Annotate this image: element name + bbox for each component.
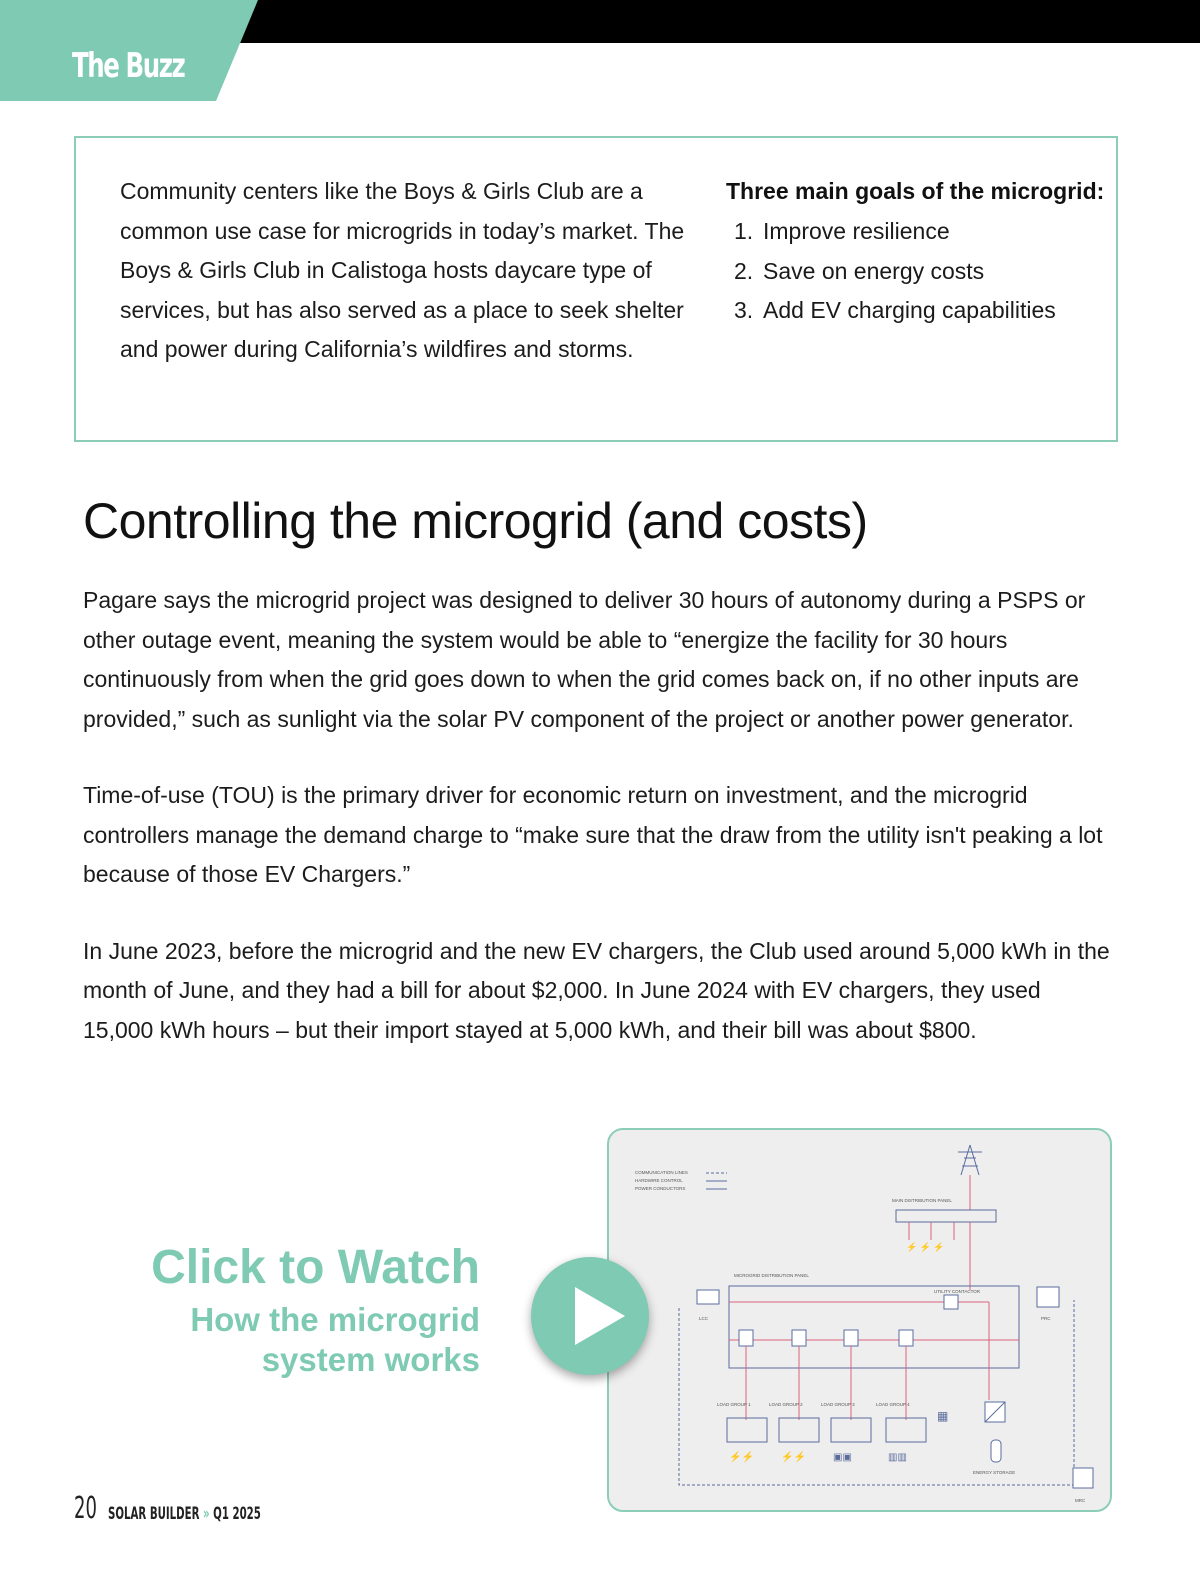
mrc-label: MRC [1075,1498,1086,1503]
energy-storage-label: ENERGY STORAGE [973,1470,1016,1475]
sidebar-paragraph: Community centers like the Boys & Girls Club are a common use case for microgrids in today’s market. The Boys & Girls Club in Calistoga hosts daycare type of services, but has also served as a place to seek shelter and power during California’s wildfires and storms. [120,178,685,362]
hvac-icon: ▣▣ [833,1452,852,1463]
prc-label: PRC [1041,1316,1051,1321]
legend-label: HARDWIRE CONTROL [635,1178,683,1183]
ev-charger-icon: ⚡⚡ [729,1452,754,1463]
utility-tower-icon [958,1145,982,1175]
video-promo-subtitle[interactable]: How the microgrid system works [190,1301,480,1378]
load-group-label: LOAD GROUP 3 [821,1402,855,1407]
sidebar-box [74,136,1118,442]
main-panel-label: MAIN DISTRIBUTION PANEL [892,1198,952,1203]
article-paragraph: Pagare says the microgrid project was designed to deliver 30 hours of autonomy during a PSPS or other outage event, meaning the system would be able to “energize the facility for 30 hours continuously from when the grid goes down to when the grid comes back on, if no other inputs are provided,” such as sunlight via the solar PV component of the project or another power generator. [83,587,1086,732]
utility-contactor-label: UTILITY CONTACTOR [934,1289,981,1294]
goals-title: Three main goals of the microgrid: [726,178,1105,204]
page-number: 20 [74,1491,97,1526]
ev-charger-icon: ⚡⚡ [781,1452,806,1463]
solar-panel-icon: ▦ [937,1409,949,1423]
video-thumbnail[interactable] [607,1128,1112,1512]
goal-item: 2. Save on energy costs [734,257,985,284]
section-tab-label: The Buzz [72,46,185,86]
legend-label: COMMUNICATION LINES [635,1170,688,1175]
goal-item: 1. Improve resilience [734,218,950,244]
article-paragraph: In June 2023, before the microgrid and the new EV chargers, the Club used around 5,000 kWh in the month of June, and they had a bill for about $2,000. In June 2024 with EV chargers, they used 15,000 kWh hours – but their import stayed at 5,000 kWh, and their bill was about $800. [83,937,1110,1043]
legend-label: POWER CONDUCTORS [635,1186,686,1191]
video-promo-title[interactable]: Click to Watch [151,1241,480,1294]
microgrid-diagram [609,1130,1112,1512]
plug-icon: ⚡ ⚡ ⚡ [906,1242,945,1252]
goals-panel [726,176,1106,331]
article-body [83,581,1113,1087]
article-paragraph: Time-of-use (TOU) is the primary driver for economic return on investment, and the microgrid controllers manage the demand charge to “make sure that the draw from the utility isn't peaking a lot because of those EV Chargers.” [83,782,1103,887]
footer [74,1491,363,1526]
load-group-label: LOAD GROUP 2 [769,1402,803,1407]
play-icon[interactable] [531,1257,649,1375]
microgrid-panel-label: MICROGRID DISTRIBUTION PANEL [734,1273,809,1278]
goal-item: 3. Add EV charging capabilities [734,297,1056,323]
load-group-label: LOAD GROUP 4 [876,1402,910,1407]
load-group-label: LOAD GROUP 1 [717,1402,751,1407]
appliance-icon: ▥▥ [888,1452,907,1463]
publication-info: SOLAR BUILDER » Q1 2025 [108,1504,261,1524]
lcc-label: LCC [699,1316,709,1321]
goals-list [726,212,1106,331]
article-heading: Controlling the microgrid (and costs) [83,493,868,549]
